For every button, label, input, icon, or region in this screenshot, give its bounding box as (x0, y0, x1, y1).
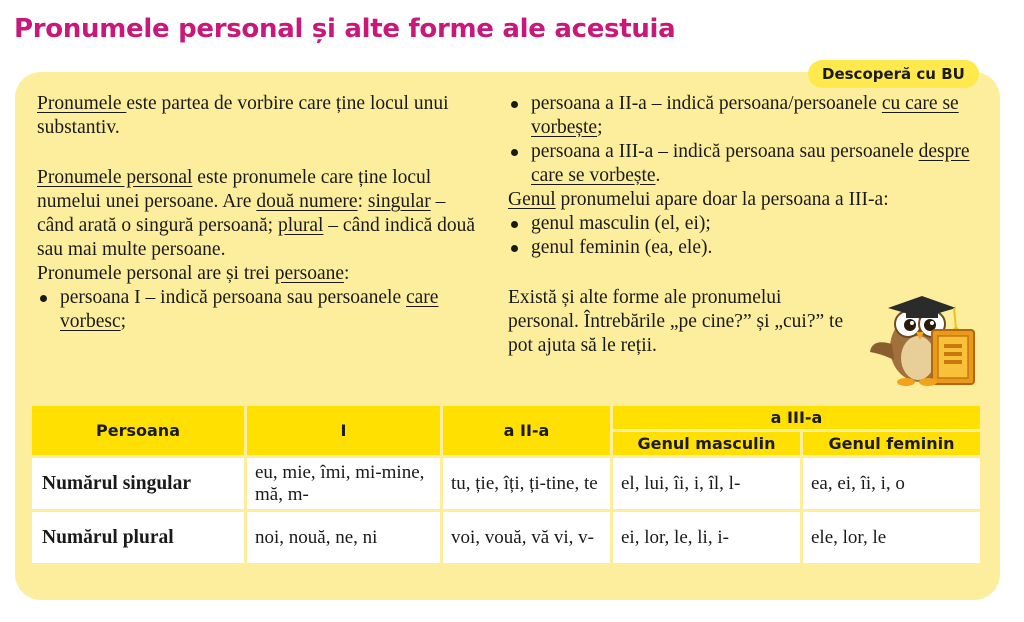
term-pronumele-personal: Pronumele personal (37, 167, 193, 188)
bullet-feminine: genul feminin (ea, ele). (508, 236, 988, 260)
cell-plural-i: noi, nouă, ne, ni (247, 512, 440, 563)
other-forms-paragraph: Există și alte forme ale pronumelui personal. Întrebările „pe cine?” și „cui?” te pot ajuta să le reții. (508, 287, 844, 356)
text-segment: ; (597, 117, 603, 138)
left-column (37, 92, 477, 334)
term-pronumele: Pronumele (37, 93, 127, 114)
text-segment: este pronumele care ține locul numelui unei persoane. Are (37, 167, 432, 212)
cell-singular-masculin: el, lui, îi, i, îl, l- (613, 458, 800, 509)
term-despre-care-se-vorbeste: despre care se vorbește (531, 141, 970, 186)
text-segment: ; (120, 311, 127, 332)
header-genul-feminin: Genul feminin (803, 432, 980, 455)
discover-badge: Descoperă cu BU (808, 60, 979, 88)
cell-singular-feminin: ea, ei, îi, i, o (803, 458, 980, 509)
term-singular: singular (367, 191, 431, 212)
header-genul-masculin: Genul masculin (613, 432, 800, 455)
header-persoana-i: I (247, 406, 440, 455)
cell-plural-masculin: ei, lor, le, li, i- (613, 512, 800, 563)
text-segment: persoana I – indică persoana sau persoanele (60, 287, 406, 308)
bullet-masculine: genul masculin (el, ei); (508, 212, 988, 236)
row-label-singular: Numărul singular (32, 458, 244, 509)
term-plural: plural (277, 215, 324, 236)
page-title: Pronumele personal și alte forme ale acestuia (14, 14, 676, 44)
term-doua-numere: două numere (256, 191, 358, 212)
text-segment: persoana a II-a – indică persoana/persoanele (531, 93, 882, 114)
text-segment: : (344, 263, 350, 284)
cell-plural-a-ii-a: voi, vouă, vă vi, v- (443, 512, 610, 563)
header-persoana-a-iii-a: a III-a (613, 406, 980, 429)
cell-plural-feminin: ele, lor, le (803, 512, 980, 563)
cell-singular-a-ii-a: tu, ție, îți, ți-tine, te (443, 458, 610, 509)
term-persoane: persoane (274, 263, 345, 284)
text-segment: – când arată o singură persoană; (37, 191, 446, 236)
gender-paragraph (508, 188, 988, 212)
text-segment: persoana a III-a – indică persoana sau persoanele (531, 141, 919, 162)
persons-paragraph (37, 262, 477, 286)
term-care-vorbesc: care vorbesc (60, 287, 439, 332)
text-segment: – când indică două sau mai multe persoane. (37, 215, 476, 260)
text-segment: : (357, 191, 368, 212)
text-segment: pronumelui apare doar la persoana a III-a: (555, 189, 889, 210)
text-segment: . (655, 165, 661, 186)
bullet-first-person (37, 286, 477, 334)
definition-paragraph (37, 92, 477, 140)
term-genul: Genul (508, 189, 556, 210)
header-persoana-a-ii-a: a II-a (443, 406, 610, 455)
header-persoana: Persoana (32, 406, 244, 455)
cell-singular-i: eu, mie, îmi, mi-mine, mă, m- (247, 458, 440, 509)
definition-text: este partea de vorbire care ține locul unui substantiv. (37, 93, 449, 138)
text-segment: Pronumele personal are și trei (37, 263, 275, 284)
owl-mascot-icon (866, 286, 982, 388)
table-row (32, 512, 980, 563)
term-cu-care-se-vorbeste: cu care se vorbește (531, 93, 959, 138)
personal-pronoun-paragraph (37, 166, 477, 262)
table-row (32, 458, 980, 509)
bullet-second-person (508, 92, 988, 140)
bullet-third-person (508, 140, 988, 188)
pronoun-table (29, 403, 983, 566)
row-label-plural: Numărul plural (32, 512, 244, 563)
